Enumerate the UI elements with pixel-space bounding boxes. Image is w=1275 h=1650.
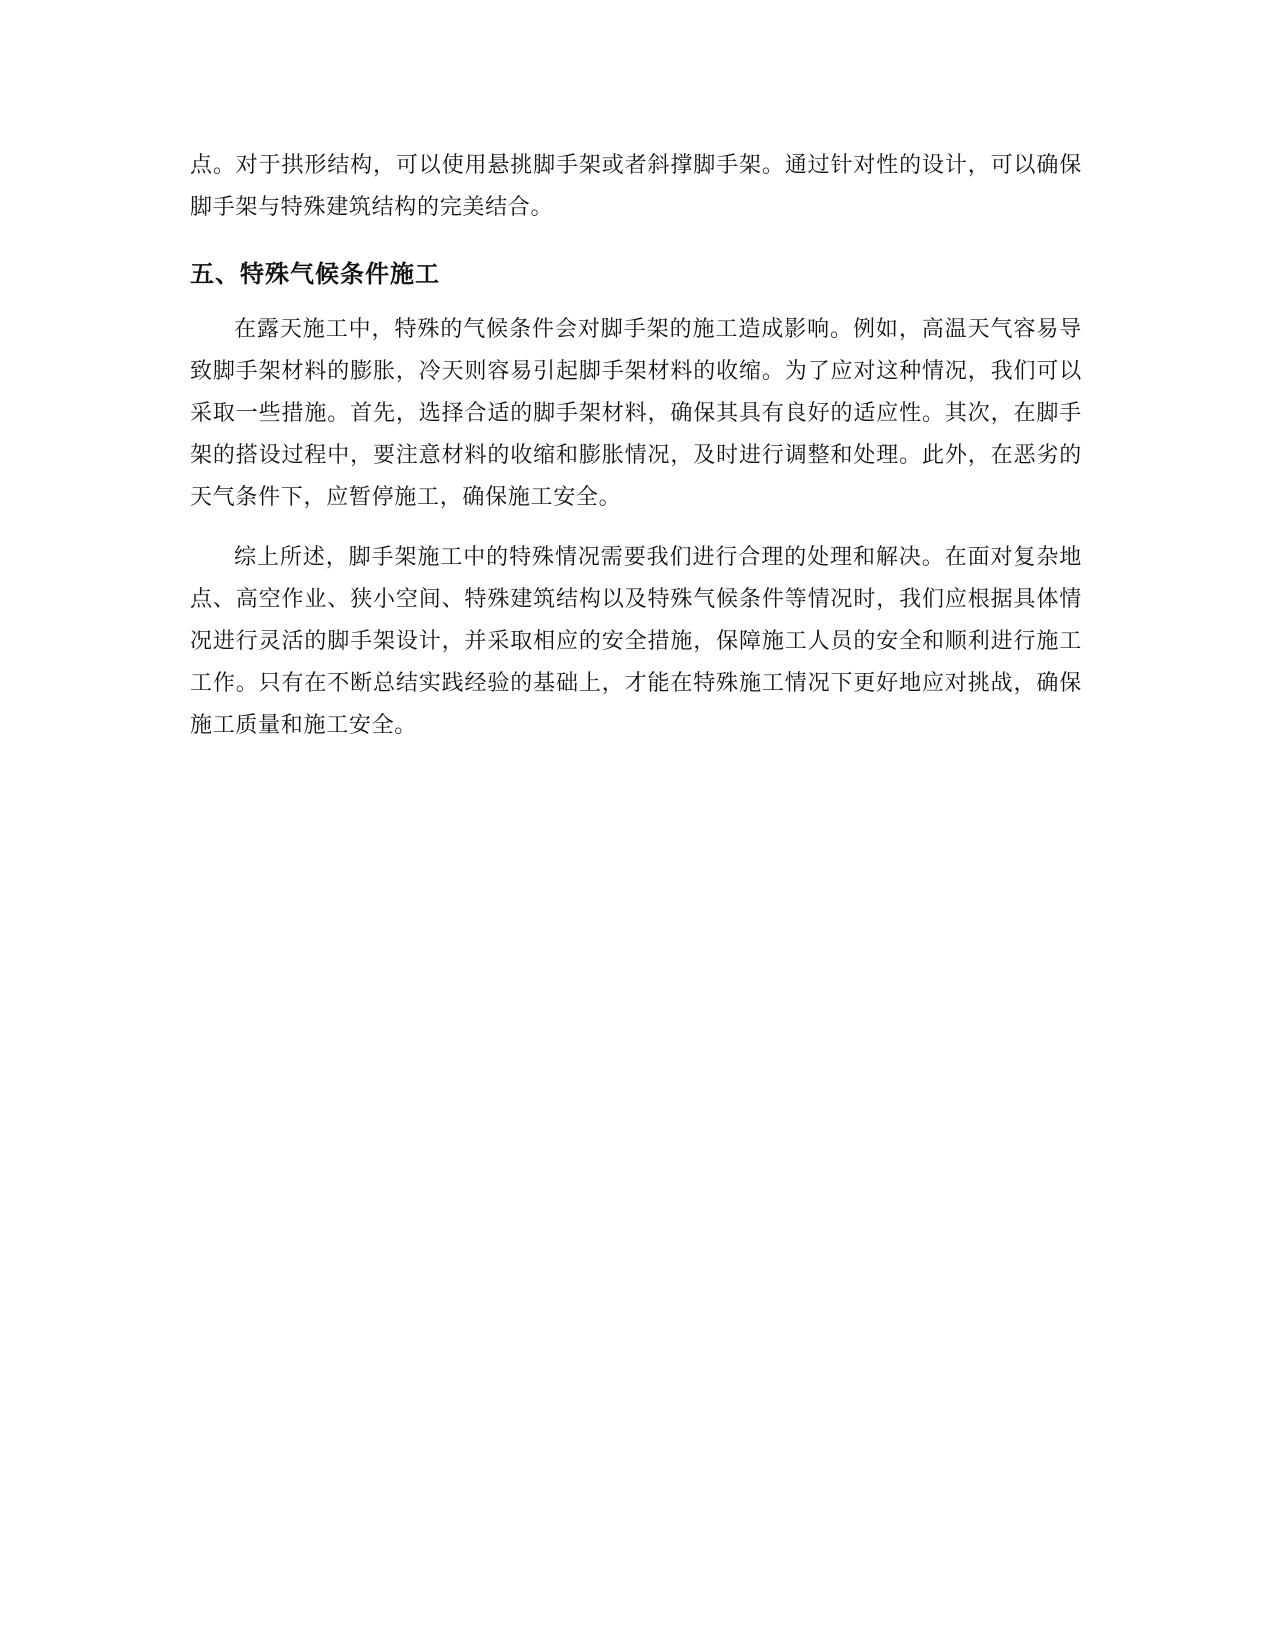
paragraph-weather-conditions: 在露天施工中，特殊的气候条件会对脚手架的施工造成影响。例如，高温天气容易导致脚手架材料的膨胀，冷天则容易引起脚手架材料的收缩。为了应对这种情况，我们可以采取一些措施。首先，选择合适的脚手架材料，确保其具有良好的适应性。其次，在脚手架的搭设过程中，要注意材料的收缩和膨胀情况，及时进行调整和处理。此外，在恶劣的天气条件下，应暂停施工，确保施工安全。 <box>190 317 1082 510</box>
document-body <box>190 145 1082 765</box>
continued-paragraph: 点。对于拱形结构，可以使用悬挑脚手架或者斜撑脚手架。通过针对性的设计，可以确保脚手架与特殊建筑结构的完美结合。 <box>190 153 1082 220</box>
section-heading: 五、特殊气候条件施工 <box>190 260 440 288</box>
paragraph-conclusion: 综上所述，脚手架施工中的特殊情况需要我们进行合理的处理和解决。在面对复杂地点、高空作业、狭小空间、特殊建筑结构以及特殊气候条件等情况时，我们应根据具体情况进行灵活的脚手架设计，并采取相应的安全措施，保障施工人员的安全和顺利进行施工工作。只有在不断总结实践经验的基础上，才能在特殊施工情况下更好地应对挑战，确保施工质量和施工安全。 <box>190 545 1082 738</box>
